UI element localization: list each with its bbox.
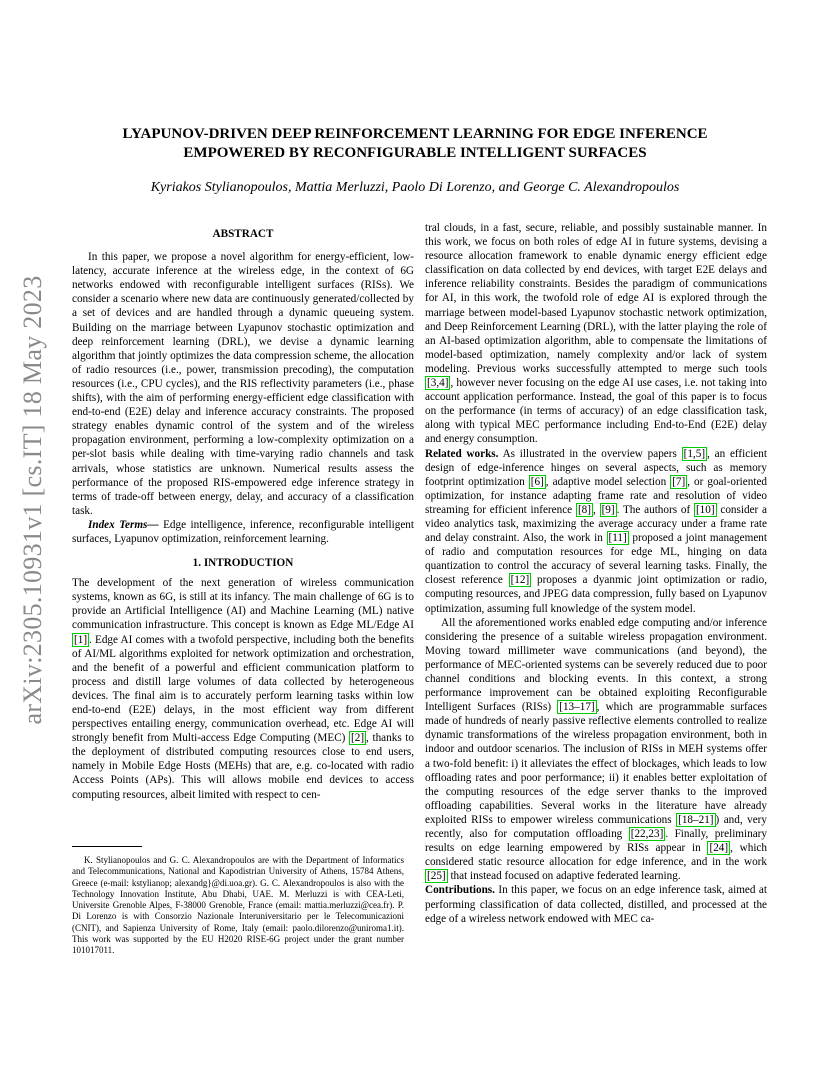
contributions-paragraph: Contributions. In this paper, we focus on an edge inference task, aimed at performing classification of data collected, distilled, and processed at the edge of a wireless network endowed with MEC ca- <box>425 884 767 925</box>
related-works-paragraph: Related works. As illustrated in the overview papers [1,5] , an efficient design of edge-inference hinges on several aspects, such as memory footprint optimization [6] , adaptive model selection [7] , or goal-oriented optimization, for instance adapting frame rate and resolution of video streaming for efficient inference [8] , [9] . The authors of [10] consider a video analytics task, maximizing the average accuracy under a frame rate and delay constraint. Also, the work in [11] proposed a joint management of radio and computation resources for edge ML, hinging on data quantization to control the accuracy of several learning tasks. Finally, the closest reference [12] proposes a dyanmic joint optimization or radio, computing resources, and JPEG data compression, fully based on Lyapunov optimization, assuming full knowledge of the system model. <box>425 447 768 615</box>
citation-link[interactable]: [24] <box>709 842 729 855</box>
author-footnote: K. Stylianopoulos and G. C. Alexandropoulos are with the Department of Informatics and Telecommunications, National and Kapodistrian University of Athens, 15784 Athens, Greece (e-mail: kstylianop; alexandg}@di.uoa.gr). G. C. Alexandropoulos is also with the Technology Innovation Institute, Abu Dhabi, UAE. M. Merluzzi is with CEA-Leti, Universite Grenoble Alpes, F-38000 Grenoble, France (email: mattia.merluzzi@cea.fr). P. Di Lorenzo is with Consorzio Nazionale Interuniversitario per le Telecomunicazioni (CNIT), and Sapienza University of Rome, Italy (email: paolo.dilorenzo@uniroma1.it). This work was supported by the EU H2020 RISE-6G project under the grant number 101017011. <box>72 855 404 956</box>
citation-link[interactable]: [13–17] <box>559 701 595 714</box>
author-list: Kyriakos Stylianopoulos, Mattia Merluzzi, Paolo Di Lorenzo, and George C. Alexandropoulos <box>150 180 680 195</box>
citation-link[interactable]: [1] <box>74 633 88 646</box>
related-works-label: Related works. <box>425 447 499 460</box>
citation-link[interactable]: [10] <box>695 503 715 516</box>
citation-link[interactable]: [9] <box>601 503 615 516</box>
citation-link[interactable]: [3,4] <box>427 377 449 390</box>
citation-link[interactable]: [7] <box>672 475 686 488</box>
citation-link[interactable]: [6] <box>530 475 544 488</box>
index-terms <box>72 518 414 546</box>
citation-link[interactable]: [1,5] <box>683 447 706 460</box>
citation-link[interactable]: [11] <box>608 532 627 545</box>
introduction-heading: 1. INTRODUCTION <box>192 557 294 570</box>
citation-link[interactable]: [2] <box>351 732 365 745</box>
contributions-label: Contributions. <box>425 884 495 897</box>
paper-title: LYAPUNOV-DRIVEN DEEP REINFORCEMENT LEARNING FOR EDGE INFERENCE EMPOWERED BY RECONFIGURABLE INTELLIGENT SURFACES <box>122 126 708 161</box>
right-column <box>425 221 767 926</box>
intro-paragraph: The development of the next generation of wireless communication systems, known as 6G, is still at its infancy. The main challenge of 6G is to provide an Artificial Intelligence (AI) and Machine Learning (ML) native communication infrastructure. This concept is known as Edge ML/Edge AI [1] . Edge AI comes with a twofold perspective, including both the benefits of AI/ML algorithms exploited for network optimization and orchestration, and the benefit of a powerful and efficient communication platform to process and distill large volumes of data collected by heterogeneous devices. The final aim is to accurately perform learning tasks within low end-to-end (E2E) delays, in the most efficient way from different perspectives entailing energy, communication overhead, etc. Edge AI will strongly benefit from Multi-access Edge Computing (MEC) [2] , thanks to the deployment of distributed computing resources close to end users, namely in Mobile Edge Hosts (MEHs) that are, e.g. co-located with radio Access Points (APs). This will allows mobile end devices to access computing resources, albeit limited with respect to cen- <box>72 577 414 801</box>
abstract-heading: ABSTRACT <box>212 228 274 240</box>
citation-link[interactable]: [12] <box>510 574 530 587</box>
ris-paragraph: All the aforementioned works enabled edge computing and/or inference considering the presence of a suitable wireless propagation environment. Moving toward millimeter wave communications (and beyond), the performance of MEC-oriented systems can be severely reduced due to poor channel conditions and blocking events. In this context, a strong performance improvement can be obtained exploiting Reconfigurable Intelligent Surfaces (RISs) [13–17] , which are programmable surfaces made of hundreds of nearly passive reflective elements controlled to realize dynamic transformations of the wireless propagation environment, both in indoor and outdoor scenarios. The inclusion of RISs in MEH systems offer a two-fold benefit: i) it alleviates the effect of blockages, which leads to low offloading rates and poor performance; ii) it enables better exploitation of the computing resources of the edge server thanks to the improved offloading capabilities. Several works in the literature have already exploited RISs to empower wireless communications [18–21] ) and, very recently, also for computation offloading [22,23] . Finally, preliminary results on edge learning empowered by RISs appear in [24] , which considered static resource allocation for edge inference, and in the work [25] that instead focused on adaptive federated learning. <box>425 616 767 883</box>
intro-continuation: tral clouds, in a fast, secure, reliable, and possibly sustainable manner. In this work, we focus on both roles of edge AI in future systems, devising a resource allocation framework to enable dynamic energy efficient edge classification on data collected by end devices, with target E2E delays and inference reliability constraints. Besides the paradigm of communications for AI, in this work, the twofold role of edge AI is explored through the marriage between model-based Lyapunov stochastic network optimization, and Deep Reinforcement Learning (DRL), with the latter playing the role of an AI-based optimization algorithm, able to compensate the limitations of model-based optimization, namely complexity and/or lack of system modeling. Previous works successfully attempted to merge such tools [3,4] , however never focusing on the edge AI use cases, i.e. not taking into account application performance. Instead, the goal of this paper is to focus on the performance (in terms of accuracy) of an edge classification task, along with typical MEC performance including End-to-End (E2E) delay and energy consumption. <box>425 222 767 446</box>
citation-link[interactable]: [22,23] <box>630 828 664 841</box>
citation-link[interactable]: [18–21] <box>678 813 714 826</box>
citation-link[interactable]: [25] <box>427 870 446 883</box>
index-terms-text: Edge intelligence, inference, reconfigurable intelligent surfaces, Lyapunov optimization, reinforcement learning. <box>72 518 414 545</box>
citation-link[interactable]: [8] <box>577 503 591 516</box>
footnote-separator <box>72 846 142 847</box>
abstract-text: In this paper, we propose a novel algorithm for energy-efficient, low-latency, accurate inference at the wireless edge, in the context of 6G networks endowed with reconfigurable intelligent surfaces (RISs). We consider a scenario where new data are continuously generated/collected by a set of devices and are handled through a dynamic queueing system. Building on the marriage between Lyapunov stochastic optimization and deep reinforcement learning (DRL), we devise a dynamic learning algorithm that jointly optimizes the data compression scheme, the allocation of radio resources (i.e., power, transmission precoding), the computation resources (i.e., CPU cycles), and the RIS reflectivity parameters (i.e., phase shifts), with the aim of performing energy-efficient edge classification with end-to-end (E2E) delay and inference accuracy constraints. The proposed strategy enables dynamic control of the system and of the wireless propagation environment, performing a low-complexity optimization on a per-slot basis while dealing with time-varying radio channels and task arrivals, whose statistics are unknown. Numerical results assess the performance of the proposed RIS-empowered edge inference strategy in terms of trade-off between energy, delay, and accuracy of a classification task. <box>72 251 414 517</box>
arxiv-identifier: arXiv:2305.10931v1 [cs.IT] 18 May 2023 <box>18 275 47 725</box>
left-column <box>72 227 414 802</box>
index-terms-label: Index Terms— <box>88 518 159 531</box>
